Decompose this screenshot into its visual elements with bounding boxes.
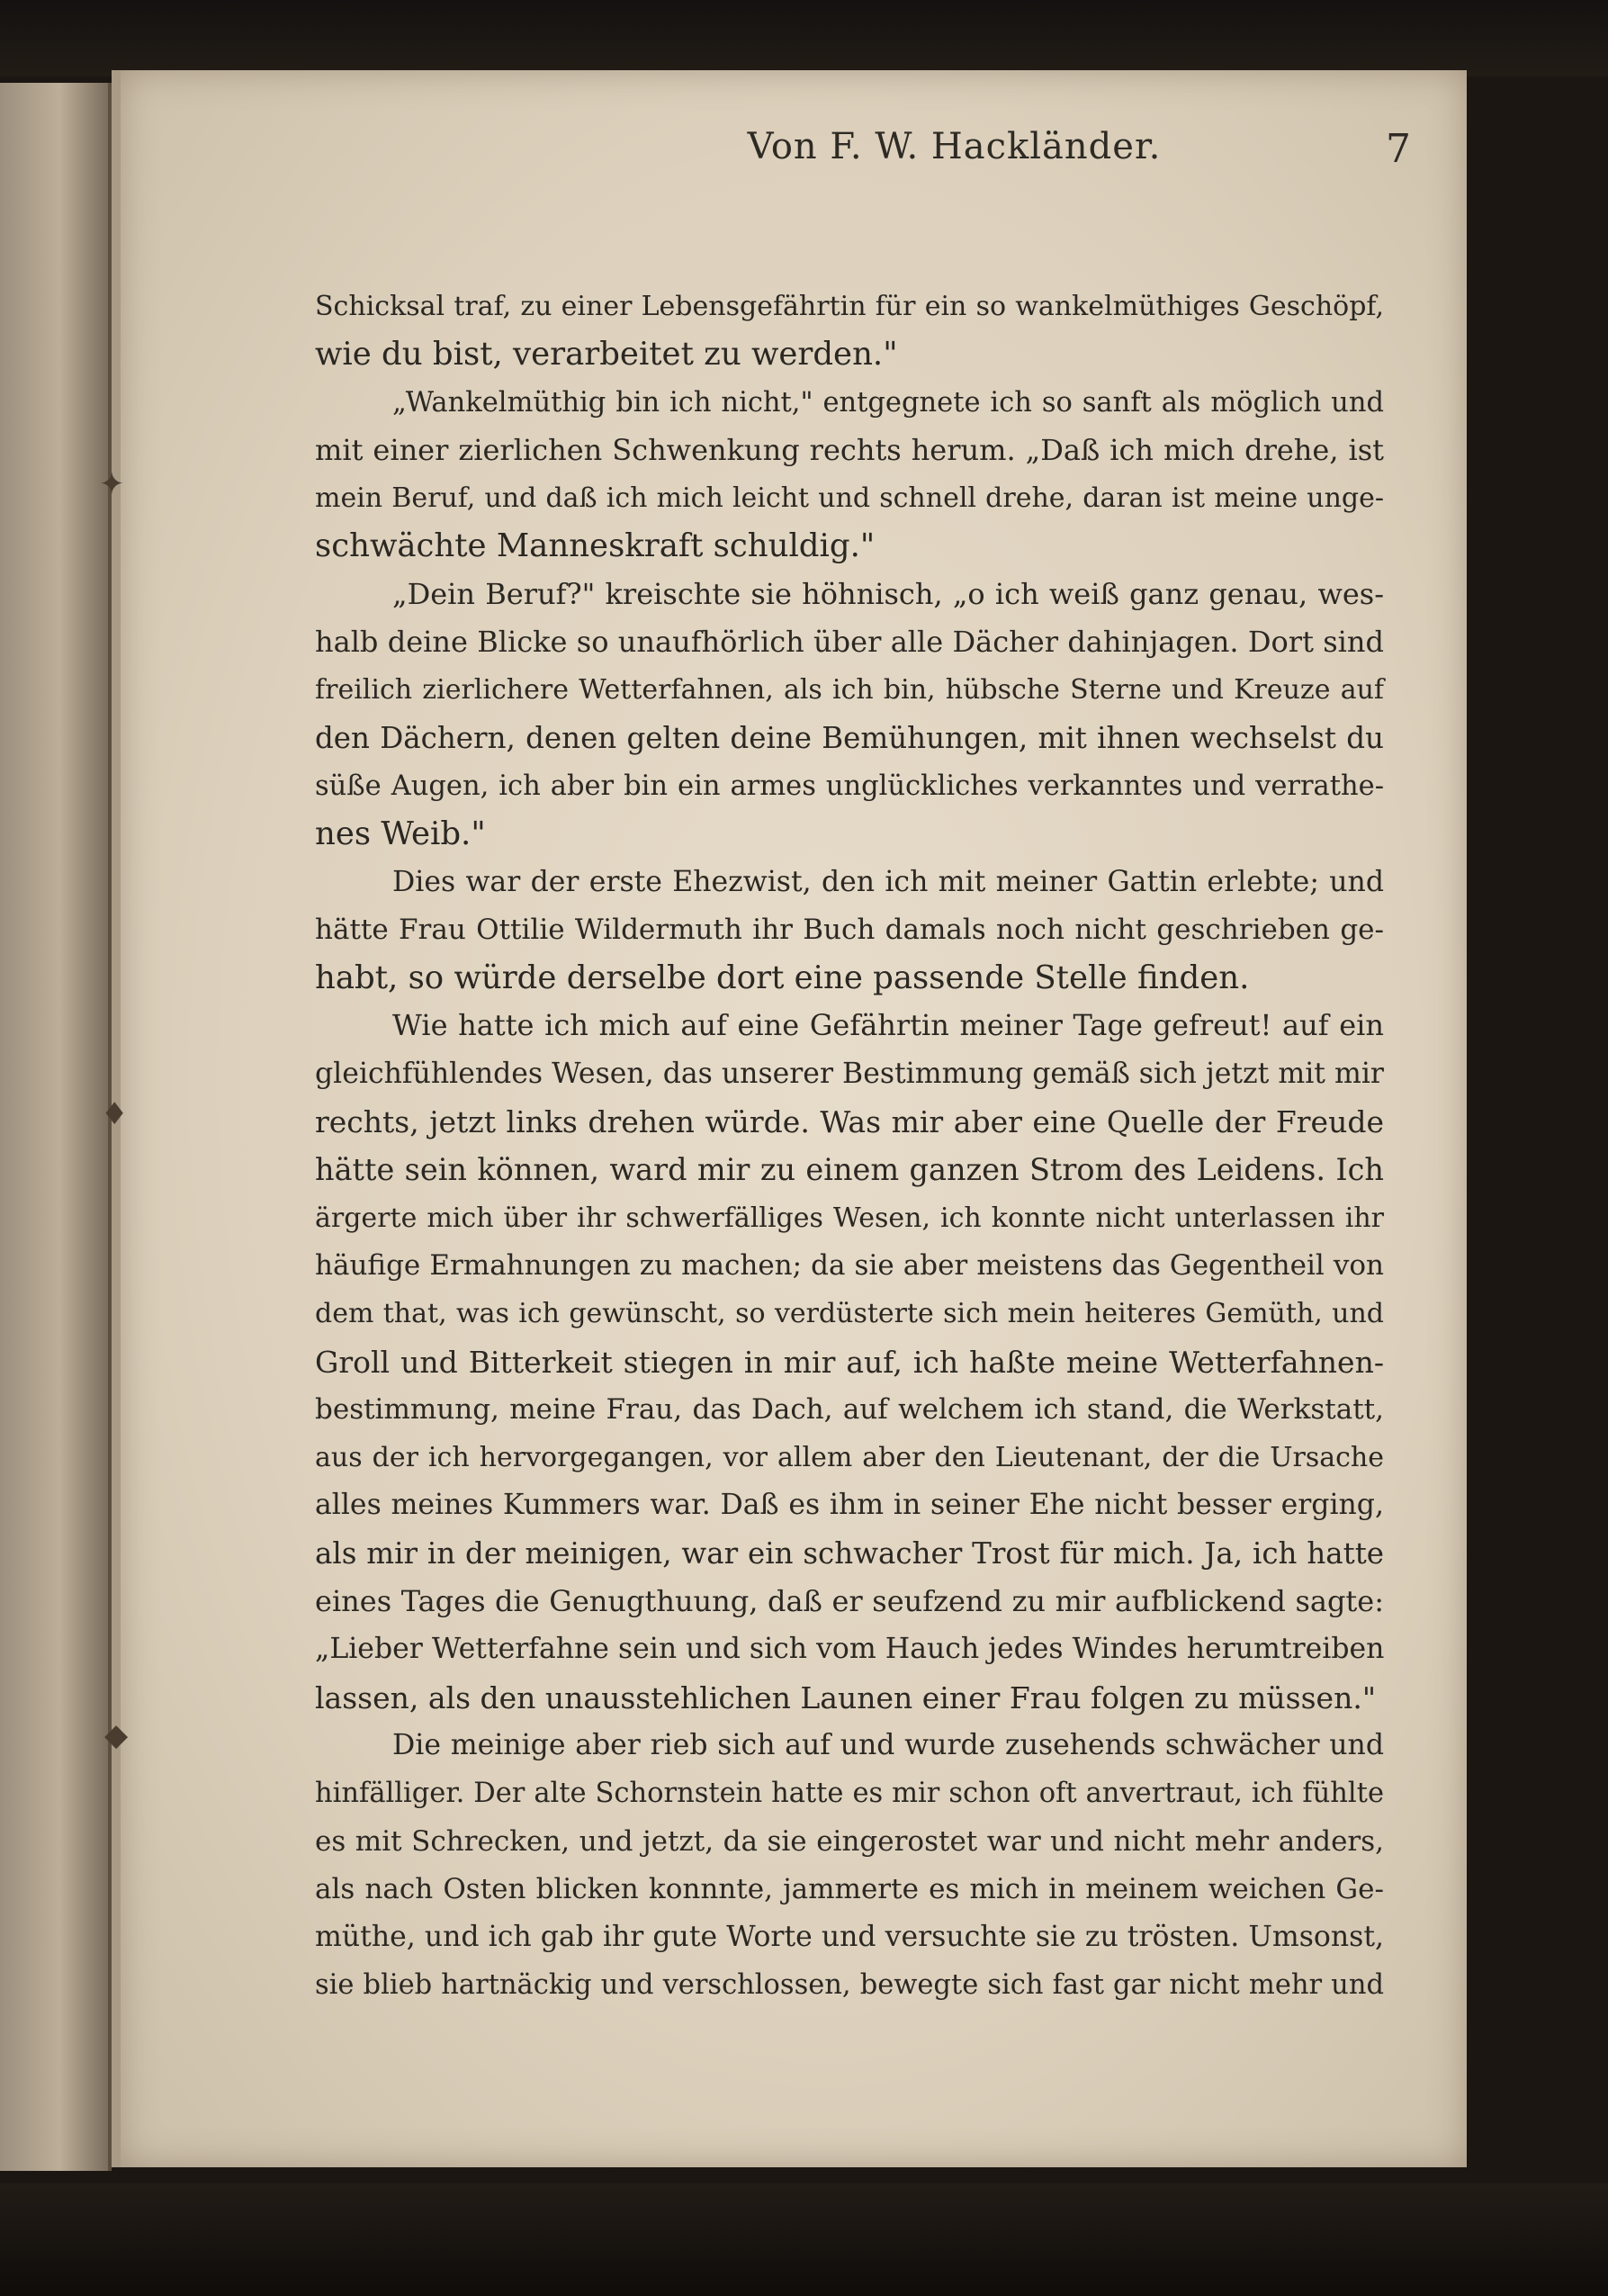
text-line: „Dein Beruf?" kreischte sie höhnisch, „o ich weiß ganz genau, wes- bbox=[392, 576, 1384, 611]
text-line: Groll und Bitterkeit stiegen in mir auf, ich haßte meine Wetterfahnen- bbox=[315, 1344, 1384, 1380]
text-line: rechts, jetzt links drehen würde. Was mir aber eine Quelle der Freude bbox=[315, 1104, 1384, 1140]
binding-thread-mark: ♦ bbox=[101, 1096, 129, 1132]
text-line: sie blieb hartnäckig und verschlossen, bewegte sich fast gar nicht mehr und bbox=[315, 1969, 1384, 2002]
text-line: nes Weib." bbox=[315, 815, 486, 853]
text-line: eines Tages die Genugthuung, daß er seufzend zu mir aufblickend sagte: bbox=[315, 1584, 1384, 1619]
text-line: bestimmung, meine Frau, das Dach, auf welchem ich stand, die Werkstatt, bbox=[315, 1392, 1384, 1426]
text-line: mein Beruf, und daß ich mich leicht und schnell drehe, daran ist meine unge- bbox=[315, 482, 1384, 515]
running-head: Von F. W. Hackländer. bbox=[747, 126, 1162, 167]
text-line: gleichfühlendes Wesen, das unserer Bestimmung gemäß sich jetzt mit mir bbox=[315, 1057, 1384, 1090]
text-line: alles meines Kummers war. Daß es ihm in seiner Ehe nicht besser erging, bbox=[315, 1489, 1384, 1522]
text-line: Wie hatte ich mich auf eine Gefährtin meiner Tage gefreut! auf ein bbox=[392, 1008, 1384, 1043]
facing-page-edge bbox=[0, 83, 112, 2171]
text-line: „Lieber Wetterfahne sein und sich vom Hauch jedes Windes herumtreiben bbox=[315, 1633, 1385, 1666]
text-line: Schicksal traf, zu einer Lebensgefährtin für ein so wankelmüthiges Geschöpf, bbox=[315, 291, 1384, 322]
text-line: halb deine Blicke so unaufhörlich über alle Dächer dahinjagen. Dort sind bbox=[315, 625, 1384, 660]
body-text bbox=[315, 283, 1384, 2010]
page-number: 7 bbox=[1386, 126, 1411, 172]
text-line: als nach Osten blicken konnnte, jammerte es mich in meinem weichen Ge- bbox=[315, 1872, 1384, 1905]
text-line: Die meinige aber rieb sich auf und wurde zusehends schwächer und bbox=[392, 1728, 1384, 1761]
text-line: Dies war der erste Ehezwist, den ich mit meiner Gattin erlebte; und bbox=[392, 865, 1384, 898]
text-line: hätte sein können, ward mir zu einem ganzen Strom des Leidens. Ich bbox=[315, 1152, 1384, 1188]
text-line: hinfälliger. Der alte Schornstein hatte es mir schon oft anvertraut, ich fühlte bbox=[315, 1778, 1384, 1810]
text-line: als mir in der meinigen, war ein schwacher Trost für mich. Ja, ich hatte bbox=[315, 1535, 1384, 1571]
text-line: freilich zierlichere Wetterfahnen, als ich bin, hübsche Sterne und Kreuze auf bbox=[315, 674, 1384, 707]
text-line: lassen, als den unausstehlichen Launen einer Frau folgen zu müssen." bbox=[315, 1679, 1376, 1715]
page-header bbox=[570, 126, 1411, 189]
text-line: schwächte Manneskraft schuldig." bbox=[315, 527, 876, 565]
text-line: aus der ich hervorgegangen, vor allem aber den Lieutenant, der die Ursache bbox=[315, 1442, 1384, 1474]
text-line: habt, so würde derselbe dort eine passende Stelle finden. bbox=[315, 959, 1250, 997]
text-line: wie du bist, verarbeitet zu werden." bbox=[315, 336, 898, 374]
binding-thread-mark: ✦ bbox=[99, 466, 125, 502]
scan-background-top bbox=[0, 0, 1608, 77]
text-line: „Wankelmüthig bin ich nicht," entgegnete ich so sanft als möglich und bbox=[392, 386, 1384, 419]
text-line: es mit Schrecken, und jetzt, da sie eingerostet war und nicht mehr anders, bbox=[315, 1824, 1384, 1858]
text-line: süße Augen, ich aber bin ein armes unglückliches verkanntes und verrathe- bbox=[315, 770, 1384, 802]
text-line: mit einer zierlichen Schwenkung rechts herum. „Daß ich mich drehe, ist bbox=[315, 432, 1384, 467]
scan-background-bottom bbox=[0, 2183, 1608, 2296]
binding-thread-mark: ◆ bbox=[104, 1717, 129, 1753]
text-line: häufige Ermahnungen zu machen; da sie aber meistens das Gegentheil von bbox=[315, 1248, 1384, 1282]
text-line: müthe, und ich gab ihr gute Worte und versuchte sie zu trösten. Umsonst, bbox=[315, 1921, 1384, 1954]
text-line: dem that, was ich gewünscht, so verdüsterte sich mein heiteres Gemüth, und bbox=[315, 1298, 1384, 1330]
text-line: ärgerte mich über ihr schwerfälliges Wesen, ich konnte nicht unterlassen ihr bbox=[315, 1202, 1384, 1234]
text-line: den Dächern, denen gelten deine Bemühungen, mit ihnen wechselst du bbox=[315, 720, 1384, 755]
text-line: hätte Frau Ottilie Wildermuth ihr Buch damals noch nicht geschrieben ge- bbox=[315, 913, 1384, 946]
